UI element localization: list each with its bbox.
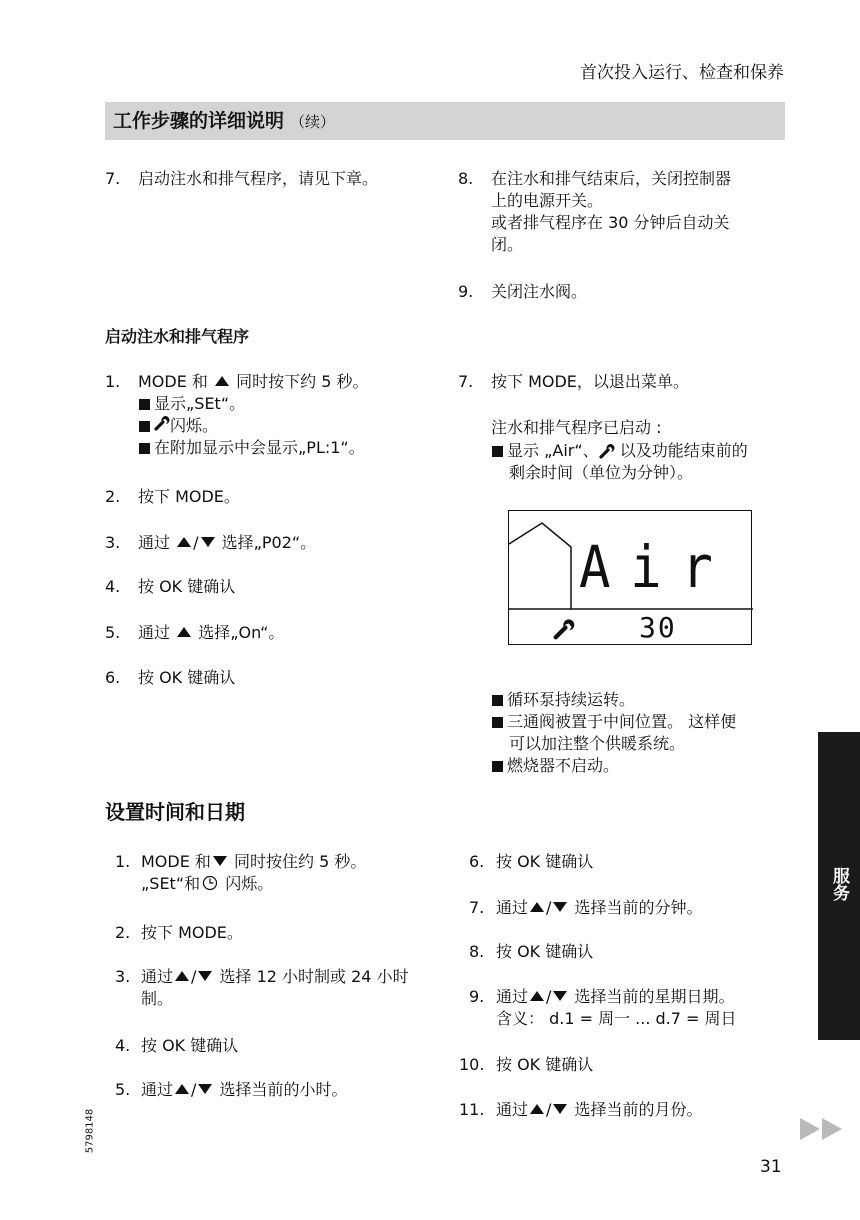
step-number: 7. <box>469 898 485 917</box>
page-number: 31 <box>760 1157 782 1177</box>
down-arrow-icon <box>198 971 212 981</box>
step-8-top <box>458 168 731 256</box>
step-text: 按 OK 键确认 <box>496 852 594 871</box>
result-text: 可以加注整个供暖系统。 <box>509 734 686 753</box>
time-step-6 <box>469 851 593 873</box>
step-number: 4. <box>105 577 121 596</box>
step-text: 启动注水和排气程序，请见下章。 <box>138 169 379 188</box>
step-text: 选择当前的小时。 <box>219 1080 348 1099</box>
time-step-8 <box>469 941 593 963</box>
fill-step-1 <box>105 371 368 459</box>
step-number: 4. <box>115 1036 131 1055</box>
step-text: MODE 和 <box>141 852 211 871</box>
step-text: 选择„P02“。 <box>221 533 317 552</box>
step-text: 通过 <box>496 1100 529 1119</box>
down-arrow-icon <box>553 991 567 1001</box>
step-number: 3. <box>105 533 121 552</box>
step-text: 按下 MODE。 <box>141 923 243 942</box>
side-tab <box>818 732 860 1040</box>
section-title <box>113 104 335 139</box>
step-text: 选择当前的分钟。 <box>574 898 703 917</box>
result-text: 三通阀被置于中间位置。 这样便 <box>507 712 737 731</box>
step-text: 按 OK 键确认 <box>138 668 236 687</box>
result-text: 循环泵持续运转。 <box>507 690 636 709</box>
step-text: 同时按下约 5 秒。 <box>236 372 369 391</box>
step-text: 按 OK 键确认 <box>496 1055 594 1074</box>
lcd-display <box>508 510 752 645</box>
step-number: 9. <box>458 282 474 301</box>
step-text: 选择„On“。 <box>198 623 285 642</box>
time-step-4 <box>115 1035 238 1057</box>
step-text: 通过 <box>496 987 529 1006</box>
step-text-line: 闭。 <box>491 235 524 254</box>
up-arrow-icon <box>175 1084 189 1094</box>
step-text: 选择当前的星期日期。 <box>574 987 735 1006</box>
step-text: 按 OK 键确认 <box>138 577 236 596</box>
up-arrow-icon <box>215 376 229 386</box>
fill-step-6 <box>105 667 235 689</box>
down-arrow-icon <box>201 537 215 547</box>
up-arrow-icon <box>530 991 544 1001</box>
time-step-1 <box>115 851 366 895</box>
time-step-9: 9. 通过 / 选择当前的星期日期。 含义： d.1 = 周一 ... d.7 = 周日 <box>469 987 737 1028</box>
datetime-heading: 设置时间和日期 <box>105 800 245 824</box>
fill-step-7 <box>458 371 689 393</box>
step-number: 1. <box>105 372 121 391</box>
fill-step-2 <box>105 486 240 508</box>
step-text: 通过 <box>141 967 174 986</box>
next-page-icon <box>800 1118 844 1140</box>
step-text: 通过 <box>496 898 529 917</box>
step-text: 闪烁。 <box>225 874 274 893</box>
bullet-square <box>139 399 150 410</box>
fill-step-3: 3. 通过 / 选择„P02“。 <box>105 533 317 552</box>
step-number: 8. <box>458 169 474 188</box>
sub-text: 显示 „Air“、 <box>507 441 599 460</box>
lcd-minutes: 30 <box>639 611 677 644</box>
program-started-text: 注水和排气程序已启动 : <box>491 418 662 437</box>
step-text: 关闭注水阀。 <box>491 282 588 301</box>
down-arrow-icon <box>553 1104 567 1114</box>
step-text: 选择当前的月份。 <box>574 1100 703 1119</box>
fill-step-5 <box>105 622 284 644</box>
up-arrow-icon <box>177 627 191 637</box>
lcd-main-text: Air <box>579 533 733 601</box>
step-text: „SEt“和 <box>141 874 201 893</box>
chapter-title: 首次投入运行、检查和保养 <box>580 63 784 83</box>
step-number: 8. <box>469 942 485 961</box>
step-text: 选择 12 小时制或 24 小时 <box>219 967 409 986</box>
bullet-square <box>492 695 503 706</box>
step-text: 制。 <box>141 989 174 1008</box>
step-text: 同时按住约 5 秒。 <box>234 852 367 871</box>
bullet-square <box>492 761 503 772</box>
step-text-line: 在注水和排气结束后，关闭控制器 <box>491 169 732 188</box>
step-number: 2. <box>105 487 121 506</box>
result-list <box>491 689 736 777</box>
step-text: 按 OK 键确认 <box>141 1036 239 1055</box>
sub-text: 剩余时间（单位为分钟）。 <box>509 463 694 482</box>
step-text: 通过 <box>138 533 171 552</box>
step-number: 3. <box>115 967 131 986</box>
step-text: 通过 <box>138 623 171 642</box>
section-title-text: 工作步骤的详细说明 <box>113 110 285 132</box>
step-9-top <box>458 281 587 303</box>
wrench-icon <box>599 443 615 459</box>
fill-step-4 <box>105 576 235 598</box>
fill-heading: 启动注水和排气程序 <box>105 327 250 346</box>
step-number: 10. <box>459 1055 485 1074</box>
step-number: 7. <box>105 169 121 188</box>
sub-text: 在附加显示中会显示„PL:1“。 <box>154 438 365 457</box>
time-step-10 <box>459 1054 593 1076</box>
step-number: 5. <box>105 623 121 642</box>
step-text: 含义： d.1 = 周一 ... d.7 = 周日 <box>496 1009 737 1028</box>
step-text: MODE 和 <box>138 372 208 391</box>
up-arrow-icon <box>177 537 191 547</box>
house-outline <box>509 523 571 609</box>
up-arrow-icon <box>530 1104 544 1114</box>
bullet-square <box>492 717 503 728</box>
down-arrow-icon <box>213 856 227 866</box>
result-text: 燃烧器不启动。 <box>507 756 620 775</box>
time-step-11: 11. 通过 / 选择当前的月份。 <box>459 1100 703 1119</box>
step-text-line: 或者排气程序在 30 分钟后自动关 <box>491 213 730 232</box>
wrench-icon <box>154 415 170 431</box>
side-tab-label: 服务 <box>829 867 849 901</box>
step-text: 通过 <box>141 1080 174 1099</box>
time-step-7: 7. 通过 / 选择当前的分钟。 <box>469 898 703 917</box>
wrench-icon <box>553 618 575 640</box>
document-id-text: 5798148 <box>84 1108 96 1154</box>
sub-text: 以及功能结束前的 <box>619 441 748 460</box>
step-number: 1. <box>115 852 131 871</box>
clock-icon <box>202 875 218 891</box>
step-number: 9. <box>469 987 485 1006</box>
time-step-3: 3. 通过 / 选择 12 小时制或 24 小时 制。 <box>115 967 409 1008</box>
bullet-square <box>492 446 503 457</box>
sub-text: 显示„SEt“。 <box>154 394 246 413</box>
time-step-5: 5. 通过 / 选择当前的小时。 <box>115 1080 348 1099</box>
step-number: 2. <box>115 923 131 942</box>
step-number: 6. <box>105 668 121 687</box>
sub-text: 闪烁。 <box>170 416 219 435</box>
section-title-suffix: （续） <box>290 113 336 131</box>
step-text: 按下 MODE。 <box>138 487 240 506</box>
time-step-2 <box>115 922 243 944</box>
display-description <box>491 440 748 484</box>
step-number: 6. <box>469 852 485 871</box>
bullet-square <box>139 443 150 454</box>
step-number: 5. <box>115 1080 131 1099</box>
bullet-square <box>139 421 150 432</box>
step-text: 按 OK 键确认 <box>496 942 594 961</box>
down-arrow-icon <box>553 902 567 912</box>
document-id <box>80 1108 100 1154</box>
down-arrow-icon <box>198 1084 212 1094</box>
up-arrow-icon <box>530 902 544 912</box>
up-arrow-icon <box>175 971 189 981</box>
step-number: 11. <box>459 1100 485 1119</box>
step-7-top <box>105 168 378 190</box>
step-number: 7. <box>458 372 474 391</box>
step-text: 按下 MODE，以退出菜单。 <box>491 372 689 391</box>
step-text-line: 上的电源开关。 <box>491 191 604 210</box>
